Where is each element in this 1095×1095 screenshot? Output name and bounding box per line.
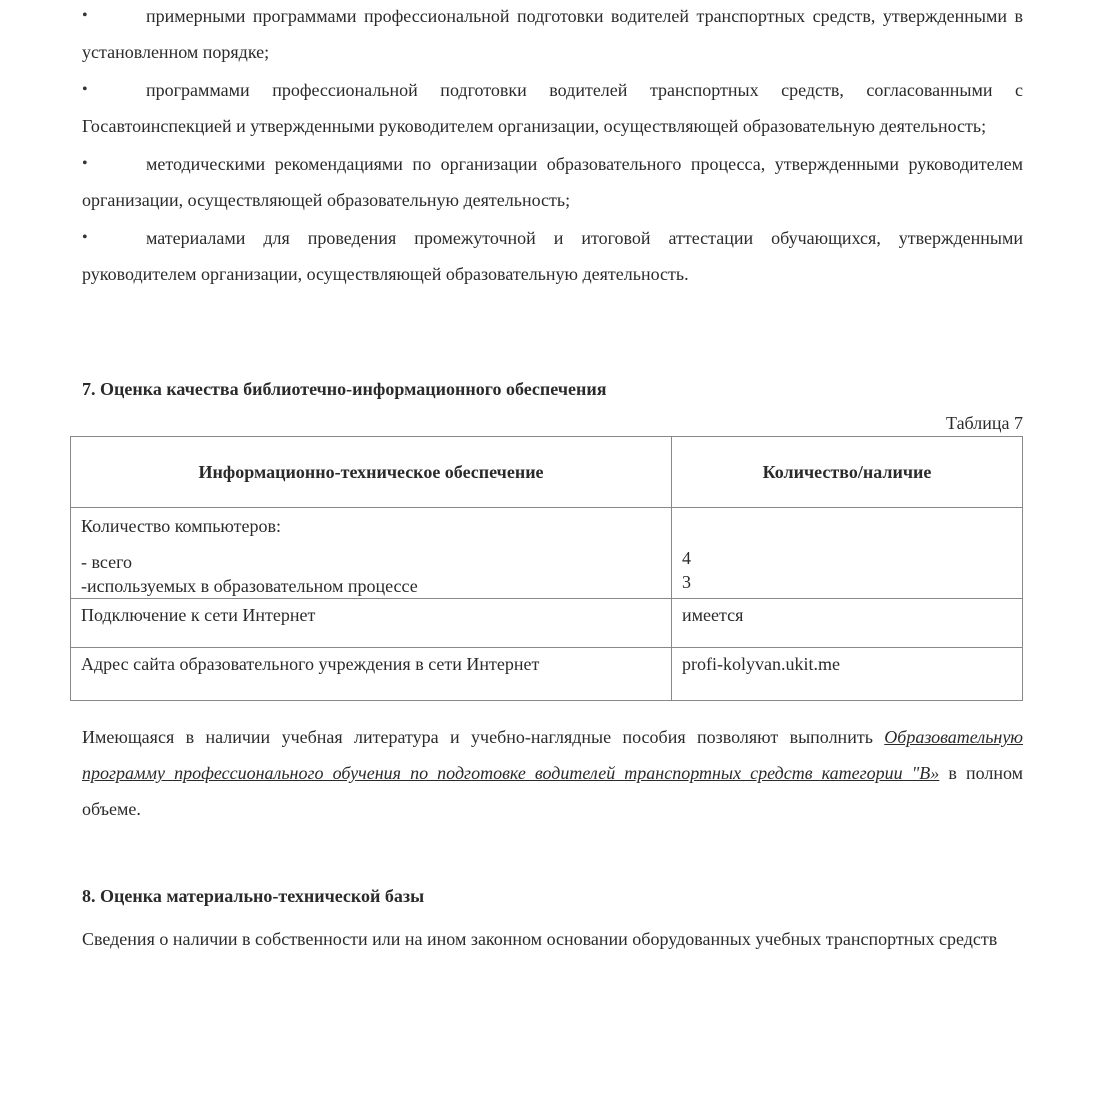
list-item: • методическими рекомендациями по организации образовательного процесса, утвержденными руководителем организации, осуществляющей образовательную деятельность; bbox=[82, 146, 1023, 218]
table-caption: Таблица 7 bbox=[946, 413, 1023, 433]
cell-line: Количество компьютеров: bbox=[81, 516, 281, 536]
section-7-heading: 7. Оценка качества библиотечно-информационного обеспечения bbox=[82, 379, 607, 399]
cell-line: 4 bbox=[682, 548, 691, 568]
literature-text-before: Имеющаяся в наличии учебная литература и учебно-наглядные пособия позволяют выполнить bbox=[82, 727, 885, 747]
cell-line: Подключение к сети Интернет bbox=[81, 605, 316, 625]
table-cell-value bbox=[672, 599, 1023, 648]
cell-line: имеется bbox=[682, 605, 744, 625]
list-item: • примерными программами профессиональной подготовки водителей транспортных средств, утвержденными в установленном порядке; bbox=[82, 0, 1023, 70]
cell-line: profi-kolyvan.ukit.me bbox=[682, 654, 840, 674]
table-row bbox=[71, 599, 1023, 648]
table-header-equipment: Информационно-техническое обеспечение bbox=[71, 437, 672, 508]
bullet-list bbox=[82, 0, 1023, 292]
program-link[interactable]: Образовательную программу профессионального обучения по подготовке водителей транспортных средств категории "В» bbox=[82, 727, 1023, 783]
vehicles-paragraph: Сведения о наличии в собственности или на ином законном основании оборудованных учебных транспортных средств bbox=[82, 929, 998, 949]
table-cell-value bbox=[672, 648, 1023, 701]
table-cell-value bbox=[672, 508, 1023, 599]
cell-line: Адрес сайта образовательного учреждения в сети Интернет bbox=[81, 654, 540, 674]
cell-line: -используемых в образовательном процессе bbox=[81, 576, 418, 596]
section-8-heading: 8. Оценка материально-технической базы bbox=[82, 886, 425, 906]
cell-line: 3 bbox=[682, 572, 691, 592]
literature-paragraph bbox=[82, 719, 1023, 827]
table-header-quantity: Количество/наличие bbox=[672, 437, 1023, 508]
list-item: • материалами для проведения промежуточной и итоговой аттестации обучающихся, утвержденными руководителем организации, осуществляющей образовательную деятельность. bbox=[82, 220, 1023, 292]
table-cell-label bbox=[71, 648, 672, 701]
table-cell-label bbox=[71, 508, 672, 599]
table-row bbox=[71, 648, 1023, 701]
table-cell-label bbox=[71, 599, 672, 648]
table-row bbox=[71, 508, 1023, 599]
info-tech-table bbox=[70, 436, 1023, 701]
cell-line: - всего bbox=[81, 552, 133, 572]
literature-text-after: в полном объеме. bbox=[82, 763, 1023, 819]
list-item: • программами профессиональной подготовки водителей транспортных средств, согласованными с Госавтоинспекцией и утвержденными руководителем организации, осуществляющей образовательную деятельность; bbox=[82, 72, 1023, 144]
document-page bbox=[81, 0, 1023, 949]
